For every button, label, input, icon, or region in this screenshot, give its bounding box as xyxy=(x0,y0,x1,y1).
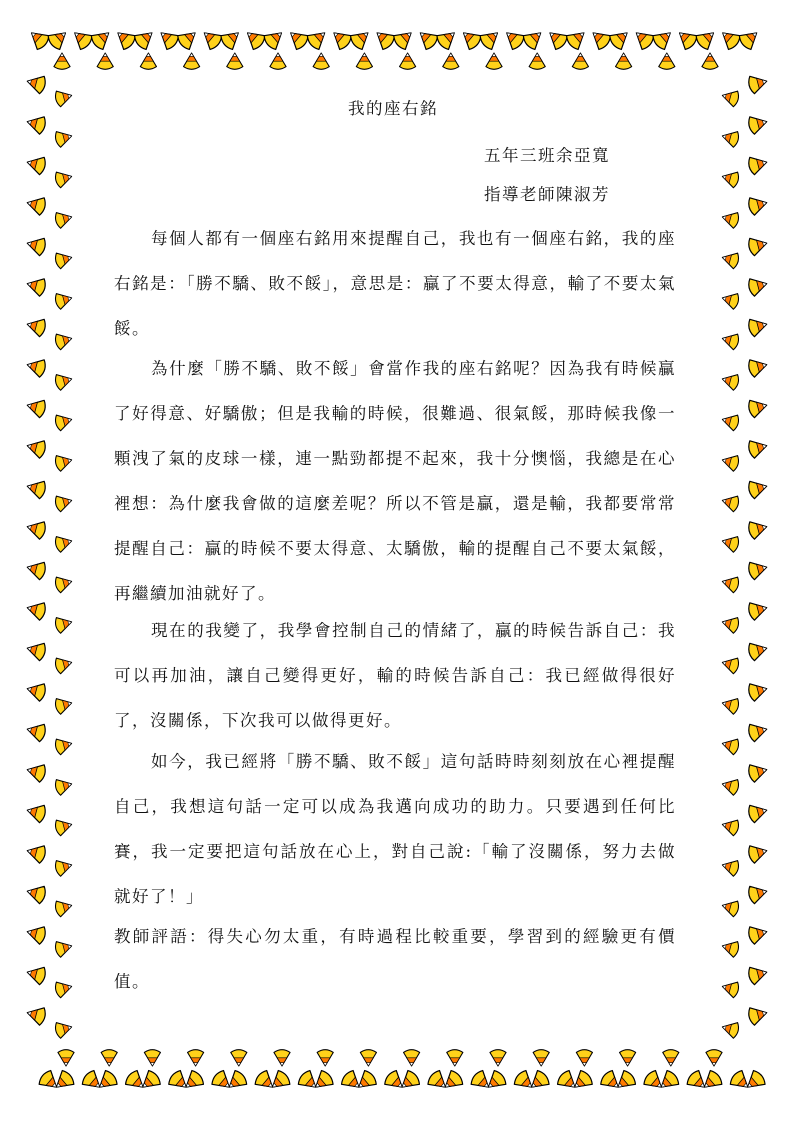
candy-corn-icon xyxy=(25,234,47,256)
candy-corn-icon xyxy=(25,356,47,378)
candy-corn-icon xyxy=(54,533,74,553)
candy-corn-icon xyxy=(25,194,47,216)
candy-corn-icon xyxy=(694,26,719,51)
candy-corn-icon xyxy=(747,599,769,621)
candy-corn-icon xyxy=(26,26,51,51)
candy-corn-icon xyxy=(747,437,769,459)
candy-corn-icon xyxy=(747,518,769,540)
candy-corn-icon xyxy=(54,857,74,877)
candy-corn-icon xyxy=(747,275,769,297)
candy-corn-icon xyxy=(175,26,200,51)
teacher-comment: 教師評語：得失心勿太重，有時過程比較重要，學習到的經驗更有價值。 xyxy=(114,927,676,991)
candy-corn-icon xyxy=(25,680,47,702)
candy-corn-icon xyxy=(533,1050,549,1066)
author-line: 五年三班余亞寬 xyxy=(484,146,610,165)
candy-corn-icon xyxy=(521,26,546,51)
candy-corn-icon xyxy=(720,695,740,715)
candy-corn-icon xyxy=(231,1050,247,1066)
candy-corn-icon xyxy=(54,88,74,108)
candy-corn-icon xyxy=(54,614,74,634)
candy-corn-icon xyxy=(285,26,310,51)
candy-corn-icon xyxy=(720,817,740,837)
candy-corn-icon xyxy=(227,53,243,69)
candy-corn-icon xyxy=(348,26,373,51)
candy-corn-icon xyxy=(140,53,156,69)
candy-corn-icon xyxy=(54,493,74,513)
candy-corn-icon xyxy=(447,1050,463,1066)
candy-corn-icon xyxy=(720,452,740,472)
candy-corn-icon xyxy=(659,53,675,69)
candy-corn-icon xyxy=(720,209,740,229)
candy-corn-icon xyxy=(25,558,47,580)
candy-corn-icon xyxy=(564,26,589,51)
candy-corn-icon xyxy=(747,1004,769,1026)
paragraph-1: 每個人都有一個座右銘用來提醒自己，我也有一個座右銘，我的座右銘是：「勝不驕、敗不餒」，意思是：贏了不要太得意，輸了不要太氣餒。 xyxy=(114,229,676,338)
candy-corn-icon xyxy=(25,963,47,985)
candy-corn-icon xyxy=(54,817,74,837)
candy-corn-icon xyxy=(25,153,47,175)
candy-corn-icon xyxy=(155,26,180,51)
candy-corn-icon xyxy=(242,26,267,51)
candy-corn-icon xyxy=(529,53,545,69)
candy-corn-icon xyxy=(720,938,740,958)
candy-corn-icon xyxy=(717,26,742,51)
candy-corn-icon xyxy=(631,26,656,51)
candy-corn-icon xyxy=(478,26,503,51)
candy-corn-icon xyxy=(720,857,740,877)
candy-corn-icon xyxy=(25,437,47,459)
candy-corn-icon xyxy=(54,53,70,69)
candy-corn-icon xyxy=(747,558,769,580)
candy-corn-icon xyxy=(371,26,396,51)
candy-corn-icon xyxy=(25,72,47,94)
paragraph-2: 為什麼「勝不驕、敗不餒」會當作我的座右銘呢？因為我有時候贏了好得意、好驕傲；但是我輸的時候，很難過、很氣餒，那時候我像一顆洩了氣的皮球一樣，連一點勁都提不起來，我十分懊惱，我總是在心裡想：為什麼我會做的這麼差呢？所以不管是贏，還是輸，我都要常常提醒自己：贏的時候不要太得意、太驕傲，輸的提醒自己不要太氣餒，再繼續加油就好了。 xyxy=(114,359,676,603)
candy-corn-icon xyxy=(490,1050,506,1066)
candy-corn-icon xyxy=(576,1050,592,1066)
candy-corn-icon xyxy=(747,72,769,94)
candy-corn-icon xyxy=(54,331,74,351)
candy-corn-icon xyxy=(112,26,137,51)
candy-corn-icon xyxy=(747,882,769,904)
candy-corn-icon xyxy=(25,518,47,540)
candy-corn-icon xyxy=(25,477,47,499)
candy-corn-icon xyxy=(747,801,769,823)
candy-corn-icon xyxy=(25,275,47,297)
candy-corn-icon xyxy=(25,720,47,742)
candy-corn-icon xyxy=(458,26,483,51)
candy-corn-icon xyxy=(360,1050,376,1066)
candy-corn-icon xyxy=(720,371,740,391)
candy-corn-icon xyxy=(313,53,329,69)
candy-corn-icon xyxy=(702,53,718,69)
candy-corn-icon xyxy=(305,26,330,51)
candy-corn-icon xyxy=(54,776,74,796)
candy-corn-icon xyxy=(54,979,74,999)
candy-corn-icon xyxy=(747,720,769,742)
candy-corn-icon xyxy=(720,412,740,432)
candy-corn-icon xyxy=(54,574,74,594)
candy-corn-icon xyxy=(25,923,47,945)
candy-corn-icon xyxy=(54,1019,74,1039)
candy-corn-icon xyxy=(25,801,47,823)
candy-corn-icon xyxy=(219,26,244,51)
candy-corn-icon xyxy=(54,452,74,472)
candy-corn-icon xyxy=(317,1050,333,1066)
candy-corn-icon xyxy=(720,655,740,675)
candy-corn-icon xyxy=(747,680,769,702)
candy-corn-icon xyxy=(737,26,762,51)
candy-corn-icon xyxy=(720,979,740,999)
candy-corn-icon xyxy=(607,26,632,51)
candy-corn-icon xyxy=(674,26,699,51)
candy-corn-icon xyxy=(747,842,769,864)
candy-corn-icon xyxy=(747,477,769,499)
paragraph-3: 現在的我變了，我學會控制自己的情緒了，贏的時候告訴自己：我可以再加油，讓自己變得更好，輸的時候告訴自己：我已經做得很好了，沒關係，下次我可以做得更好。 xyxy=(114,621,676,730)
candy-corn-icon xyxy=(391,26,416,51)
candy-corn-icon xyxy=(747,356,769,378)
candy-corn-icon xyxy=(25,315,47,337)
candy-corn-icon xyxy=(443,53,459,69)
candy-corn-icon xyxy=(651,26,676,51)
candy-corn-icon xyxy=(587,26,612,51)
candy-corn-icon xyxy=(720,574,740,594)
candy-corn-icon xyxy=(54,736,74,756)
candy-corn-icon xyxy=(544,26,569,51)
candy-corn-icon xyxy=(132,26,157,51)
candy-corn-icon xyxy=(435,26,460,51)
teacher-line: 指導老師陳淑芳 xyxy=(484,185,610,204)
candy-corn-icon xyxy=(54,209,74,229)
page-title: 我的座右銘 xyxy=(348,99,438,118)
candy-corn-icon xyxy=(720,736,740,756)
candy-corn-icon xyxy=(501,26,526,51)
candy-corn-icon xyxy=(415,26,440,51)
candy-corn-icon xyxy=(69,26,94,51)
candy-corn-icon xyxy=(620,1050,636,1066)
candy-corn-icon xyxy=(356,53,372,69)
candy-corn-icon xyxy=(616,53,632,69)
candy-corn-icon xyxy=(144,1050,160,1066)
candy-corn-icon xyxy=(747,963,769,985)
candy-corn-icon xyxy=(720,250,740,270)
candy-corn-icon xyxy=(54,169,74,189)
candy-corn-icon xyxy=(101,1050,117,1066)
candy-corn-icon xyxy=(706,1050,722,1066)
candy-corn-icon xyxy=(54,412,74,432)
candy-corn-icon xyxy=(25,842,47,864)
candy-corn-icon xyxy=(720,533,740,553)
candy-corn-icon xyxy=(54,128,74,148)
candy-corn-icon xyxy=(46,26,71,51)
candy-corn-icon xyxy=(663,1050,679,1066)
candy-corn-icon xyxy=(720,493,740,513)
candy-corn-icon xyxy=(54,371,74,391)
candy-corn-icon xyxy=(25,882,47,904)
candy-corn-icon xyxy=(274,1050,290,1066)
candy-corn-icon xyxy=(400,53,416,69)
candy-corn-icon xyxy=(25,761,47,783)
candy-corn-icon xyxy=(184,53,200,69)
candy-corn-icon xyxy=(720,776,740,796)
candy-corn-icon xyxy=(270,53,286,69)
paragraph-4: 如今，我已經將「勝不驕、敗不餒」這句話時時刻刻放在心裡提醒自己，我想這句話一定可以成為我邁向成功的助力。只要遇到任何比賽，我一定要把這句話放在心上，對自己說:「輸了沒關係，努力去做就好了！」 xyxy=(114,752,676,906)
candy-corn-icon xyxy=(404,1050,420,1066)
candy-corn-icon xyxy=(720,1019,740,1039)
candy-corn-icon xyxy=(25,113,47,135)
candy-corn-icon xyxy=(747,315,769,337)
candy-corn-icon xyxy=(54,250,74,270)
candy-corn-icon xyxy=(25,396,47,418)
candy-corn-icon xyxy=(199,26,224,51)
candy-corn-icon xyxy=(486,53,502,69)
candy-corn-icon xyxy=(572,53,588,69)
candy-corn-icon xyxy=(747,923,769,945)
candy-corn-icon xyxy=(747,639,769,661)
candy-corn-icon xyxy=(54,290,74,310)
candy-corn-icon xyxy=(720,331,740,351)
candy-corn-icon xyxy=(54,898,74,918)
candy-corn-icon xyxy=(54,695,74,715)
candy-corn-icon xyxy=(97,53,113,69)
candy-corn-icon xyxy=(188,1050,204,1066)
candy-corn-icon xyxy=(328,26,353,51)
candy-corn-icon xyxy=(25,639,47,661)
candy-corn-icon xyxy=(58,1050,74,1066)
candy-corn-icon xyxy=(54,655,74,675)
candy-corn-icon xyxy=(25,599,47,621)
candy-corn-icon xyxy=(89,26,114,51)
candy-corn-icon xyxy=(747,234,769,256)
candy-corn-icon xyxy=(747,761,769,783)
candy-corn-icon xyxy=(54,938,74,958)
candy-corn-icon xyxy=(720,614,740,634)
candy-corn-icon xyxy=(720,290,740,310)
candy-corn-icon xyxy=(25,1004,47,1026)
candy-corn-icon xyxy=(262,26,287,51)
candy-corn-icon xyxy=(747,396,769,418)
candy-corn-icon xyxy=(720,898,740,918)
